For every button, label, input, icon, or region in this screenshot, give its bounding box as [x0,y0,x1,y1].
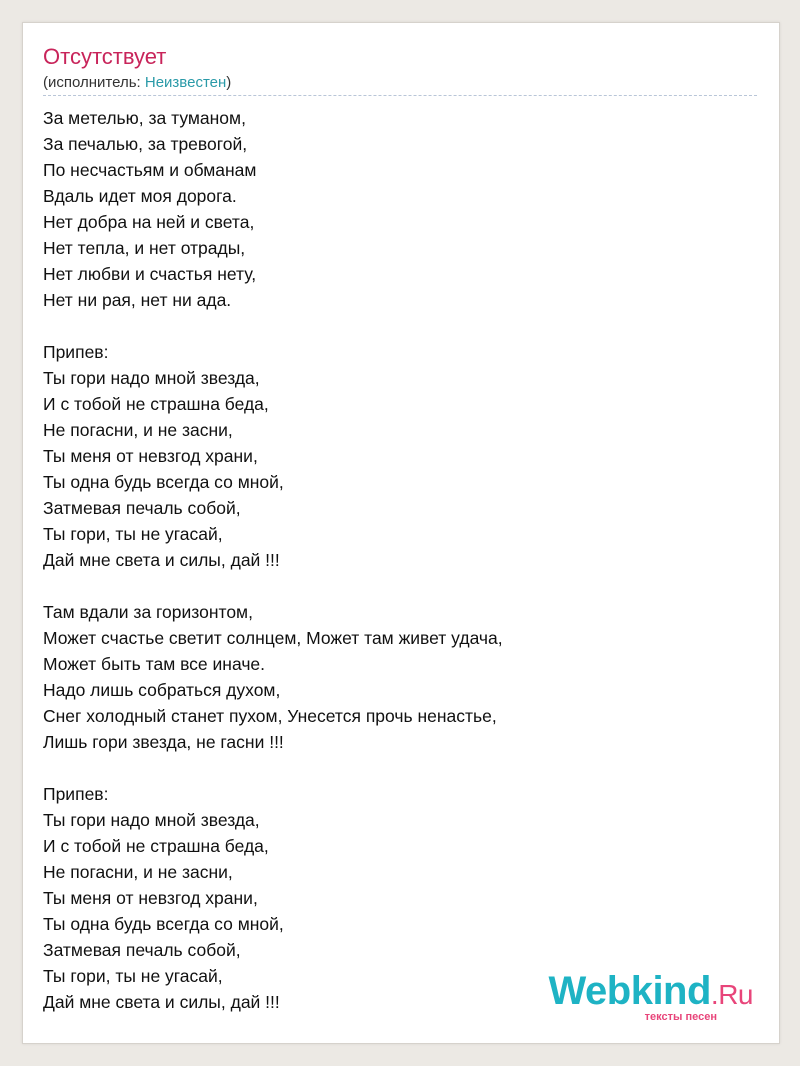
divider [43,95,757,96]
artist-suffix: ) [226,74,232,91]
logo-tagline: тексты песен [644,1011,717,1023]
logo-tld: .Ru [710,979,753,1010]
artist-prefix: (исполнитель: [43,74,145,91]
lyrics-sheet [22,22,780,1044]
logo-brand: Webkind [548,969,711,1013]
lyrics-text: За метелью, за туманом, За печалью, за тревогой, По несчастьям и обманам Вдаль идет моя дорога. Нет добра на ней и света, Нет тепла, и нет отрады, Нет любви и счастья нету, Нет ни рая, нет ни ада. Припев: Ты гори надо мной звезда, И с тобой не страшна беда, Не погасни, и не засни, Ты меня от невзгод храни, Ты одна будь всегда со мной, Затмевая печаль собой, Ты гори, ты не угасай, Дай мне света и силы, дай !!! Там вдали за горизонтом, Может счастье светит солнцем, Может там живет удача, Может быть там все иначе. Надо лишь собраться духом, Снег холодный станет пухом, Унесется прочь ненастье, Лишь гори звезда, не гасни !!! Припев: Ты гори надо мной звезда, И с тобой не страшна беда, Не погасни, и не засни, Ты меня от невзгод храни, Ты одна будь всегда со мной, Затмевая печаль собой, Ты гори, ты не угасай, Дай мне света и силы, дай !!! [43,108,503,1012]
artist-link[interactable]: Неизвестен [144,74,227,91]
artist-line [43,73,231,93]
song-title: Отсутствует [43,44,167,69]
logo-wordmark [548,971,753,1015]
site-logo[interactable] [548,971,753,1023]
